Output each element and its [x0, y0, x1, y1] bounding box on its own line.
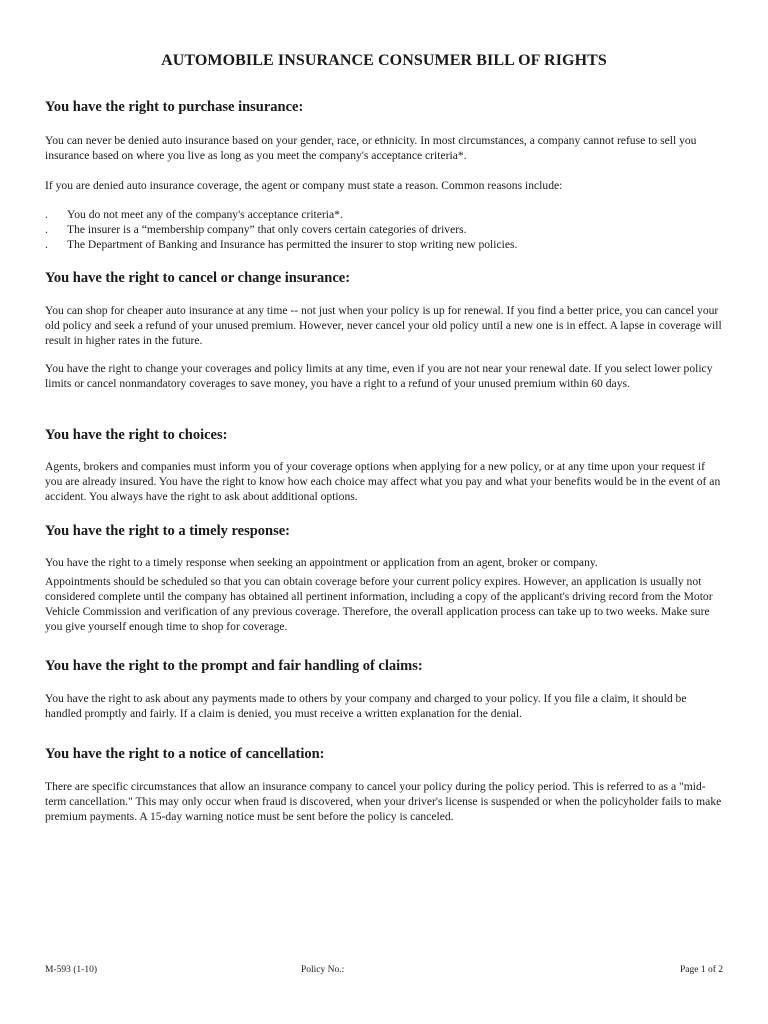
section-paragraph: You have the right to a timely response when seeking an appointment or application from an agent, broker or company.: [45, 556, 598, 569]
section-paragraph: You have the right to ask about any payments made to others by your company and charged to your policy. If you file a claim, it should be handled promptly and fairly. If a claim is denied, you must receive a written explanation for the denial.: [45, 692, 687, 720]
section-paragraph: If you are denied auto insurance coverage, the agent or company must state a reason. Common reasons include:: [45, 179, 563, 192]
section-heading-choices: You have the right to choices:: [45, 427, 228, 443]
bullet-marker: .: [45, 223, 48, 236]
bullet-marker: .: [45, 208, 48, 221]
list-item: . The Department of Banking and Insurance has permitted the insurer to stop writing new policies.: [45, 238, 518, 251]
section-paragraph: Appointments should be scheduled so that you can obtain coverage before your current policy expires. However, an application is usually not considered complete until the company has obtained all pertinent information, including a copy of the applicant's driving record from the Motor Vehicle Commission and verification of any previous coverage. Therefore, the overall application process can take up to two weeks. Make sure you give yourself enough time to shop for coverage.: [45, 575, 713, 633]
section-paragraph: You can shop for cheaper auto insurance at any time -- not just when your policy is up for renewal. If you find a better price, you can cancel your old policy and seek a refund of your unused premium. However, never cancel your old policy until a new one is in effect. A lapse in coverage will result in higher rates in the future.: [45, 304, 722, 347]
section-heading-cancellation-notice: You have the right to a notice of cancellation:: [45, 746, 325, 762]
section-heading-claims: You have the right to the prompt and fair handling of claims:: [45, 658, 423, 674]
policy-number-label: Policy No.:: [301, 965, 345, 975]
section-paragraph: You can never be denied auto insurance based on your gender, race, or ethnicity. In most circumstances, a company cannot refuse to sell you insurance based on where you live as long as you meet the company's acceptance criteria*.: [45, 134, 697, 162]
page-number: Page 1 of 2: [679, 965, 723, 975]
section-heading-purchase: You have the right to purchase insurance:: [45, 99, 304, 115]
section-paragraph: You have the right to change your coverages and policy limits at any time, even if you are not near your renewal date. If you select lower policy limits or cancel nonmandatory coverages to save money, you have a right to a refund of your unused premium within 60 days.: [45, 362, 713, 390]
bullet-marker: .: [45, 238, 48, 251]
list-item: . The insurer is a “membership company” that only covers certain categories of drivers.: [45, 223, 467, 236]
section-paragraph: Agents, brokers and companies must inform you of your coverage options when applying for a new policy, or at any time upon your request if you are already insured. You have the right to know how each choice may affect what you pay and what your benefits would be in the event of an accident. You always have the right to ask about additional options.: [45, 460, 721, 503]
section-paragraph: There are specific circumstances that allow an insurance company to cancel your policy during the policy period. This is referred to as a "mid-term cancellation." This may only occur when fraud is discovered, when your driver's license is suspended or when the policyholder fails to make premium payments. A 15-day warning notice must be sent before the policy is canceled.: [45, 780, 722, 823]
section-heading-cancel-change: You have the right to cancel or change insurance:: [45, 270, 351, 286]
document-title: AUTOMOBILE INSURANCE CONSUMER BILL OF RIGHTS: [161, 52, 607, 69]
section-heading-timely-response: You have the right to a timely response:: [45, 523, 291, 539]
form-number: M-593 (1-10): [45, 965, 97, 975]
reasons-list: [45, 207, 725, 252]
list-item: . You do not meet any of the company's acceptance criteria*.: [45, 208, 343, 221]
